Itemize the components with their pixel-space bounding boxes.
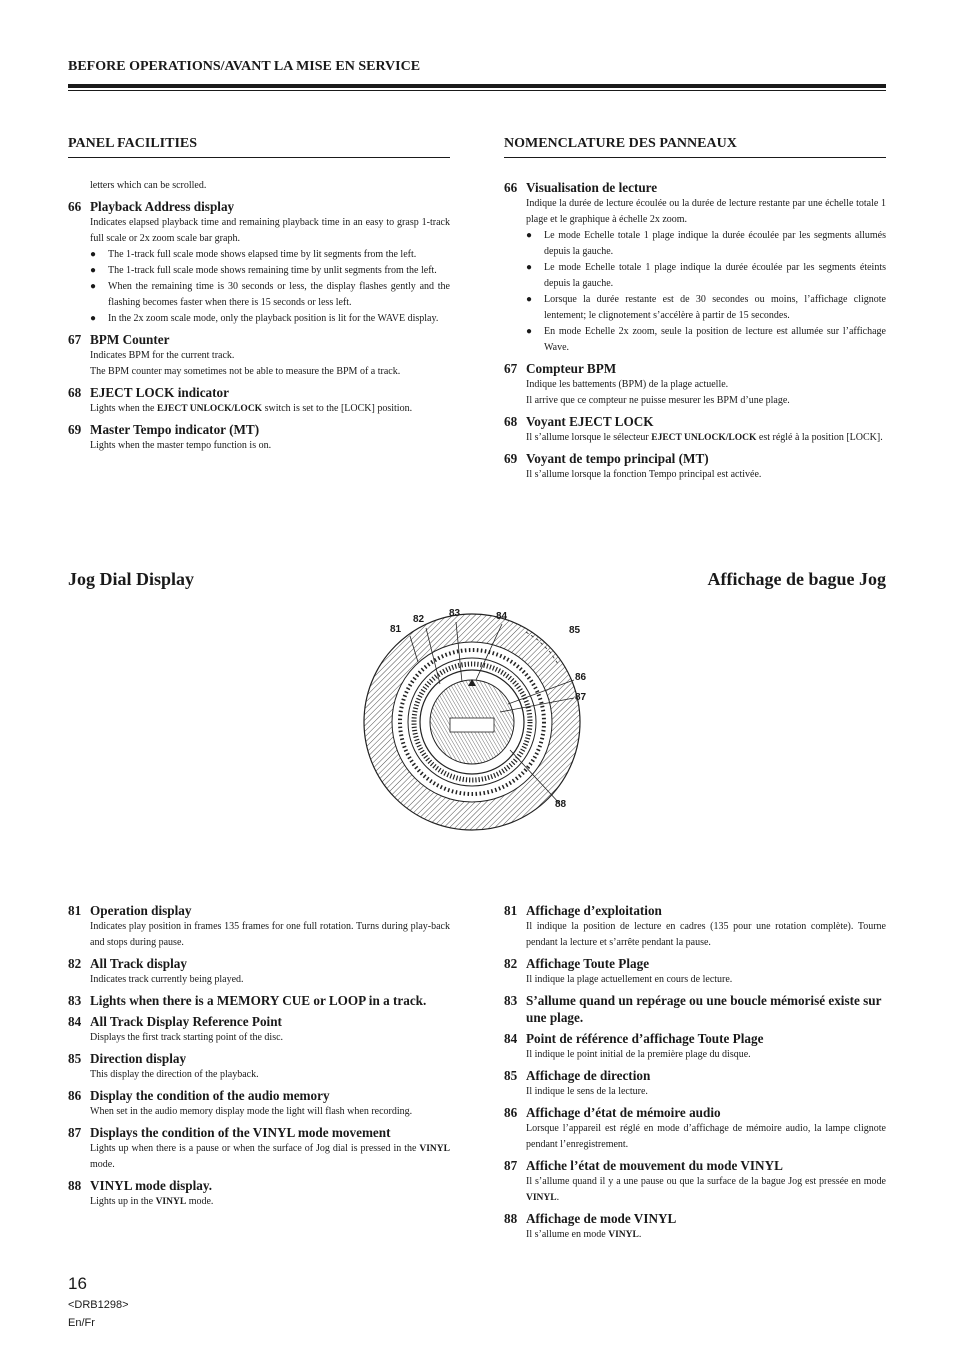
item-67-title: 67 BPM Counter — [68, 332, 170, 347]
item-86-desc: When set in the audio memory display mode the light will flash when recording. — [90, 1106, 413, 1117]
item-82-title: 82 All Track display — [68, 956, 187, 971]
item-69-title: 69 Voyant de tempo principal (MT) — [504, 451, 709, 466]
item-85-title: 85 Affichage de direction — [504, 1068, 651, 1083]
item-84-title: 84 Point de référence d’affichage Toute Plage — [504, 1031, 764, 1046]
item-82-title: 82 Affichage Toute Plage — [504, 956, 650, 971]
item-85-desc: This display the direction of the playback. — [90, 1069, 259, 1080]
item-82-desc: Il indique la plage actuellement en cours de lecture. — [526, 974, 733, 985]
item-81-title: 81 Affichage d’exploitation — [504, 903, 662, 918]
item-83-title: 83 Lights when there is a MEMORY CUE or LOOP in a track. — [68, 993, 427, 1008]
item-87-desc: Lights up when there is a pause or when the surface of Jog dial is pressed in the VINYL mode. — [90, 1143, 450, 1170]
item-66-bullet: ● In the 2x zoom scale mode, only the playback position is lit for the WAVE display. — [68, 311, 450, 327]
section-title: NOMENCLATURE DES PANNEAUX — [504, 136, 886, 158]
item-66-bullet: ● When the remaining time is 30 seconds or less, the display flashes gently and the flashing becomes faster when there is 15 seconds or less left. — [68, 279, 450, 311]
item-67-desc: Indicates BPM for the current track. — [90, 350, 235, 361]
vinyl-badge — [450, 718, 494, 732]
item-69-desc: Il s’allume lorsque la fonction Tempo principal est activée. — [526, 469, 762, 480]
item-66-desc: Indicates elapsed playback time and remaining playback time in an easy to grasp 1-track full scale or 2x zoom scale bar graph. — [90, 217, 450, 244]
callout-label: 81 — [390, 624, 402, 635]
item-66-bullet: ● Le mode Echelle totale 1 plage indique la durée écoulée par les segments éteints depuis la gauche. — [504, 260, 886, 292]
item-67-title: 67 Compteur BPM — [504, 361, 617, 376]
item-86-title: 86 Display the condition of the audio memory — [68, 1088, 330, 1103]
item-66-title: 66 Visualisation de lecture — [504, 180, 658, 195]
intro-text: letters which can be scrolled. — [90, 180, 207, 191]
item-84-title: 84 All Track Display Reference Point — [68, 1014, 282, 1029]
item-68-title: 68 Voyant EJECT LOCK — [504, 414, 654, 429]
callout-label: 87 — [575, 692, 587, 703]
item-68-desc: Lights when the EJECT UNLOCK/LOCK switch is set to the [LOCK] position. — [90, 403, 413, 414]
item-84-desc: Displays the first track starting point of the disc. — [90, 1032, 284, 1043]
document-code: <DRB1298> — [68, 1299, 129, 1311]
page-number: 16 — [68, 1274, 87, 1293]
item-84-desc: Il indique le point initial de la première plage du disque. — [526, 1049, 751, 1060]
section-title: PANEL FACILITIES — [68, 136, 450, 158]
callout-label: 85 — [569, 625, 581, 636]
item-68-title: 68 EJECT LOCK indicator — [68, 385, 229, 400]
callout-label: 86 — [575, 672, 587, 683]
item-85-title: 85 Direction display — [68, 1051, 187, 1066]
callout-label: 82 — [413, 614, 425, 625]
jog-items-fr — [504, 898, 886, 1243]
item-87-title: 87 Displays the condition of the VINYL mode movement — [68, 1125, 391, 1140]
item-87-desc: Il s’allume quand il y a une pause ou que la surface de la bague Jog est pressée en mode VINYL. — [526, 1176, 886, 1203]
item-66-bullet: ● Le mode Echelle totale 1 plage indique la durée écoulée par les segments allumés depuis la gauche. — [504, 228, 886, 260]
item-88-desc: Lights up in the VINYL mode. — [90, 1196, 214, 1207]
item-67-desc: The BPM counter may sometimes not be able to measure the BPM of a track. — [90, 366, 401, 377]
item-86-desc: Lorsque l’appareil est réglé en mode d’affichage de mémoire audio, la lampe clignote pendant l’enregistrement. — [526, 1123, 886, 1150]
item-88-title: 88 Affichage de mode VINYL — [504, 1211, 677, 1226]
item-88-desc: Il s’allume en mode VINYL. — [526, 1229, 642, 1240]
panel-facilities-column — [68, 136, 450, 454]
item-66-desc: Indique la durée de lecture écoulée ou la durée de lecture restante par une échelle totale 1 plage et le graphique à échelle 2x zoom. — [526, 198, 886, 225]
item-83-title: 83 S’allume quand un repérage ou une boucle mémorisé existe sur une plage. — [504, 993, 882, 1025]
item-68-desc: Il s’allume lorsque le sélecteur EJECT UNLOCK/LOCK est réglé à la position [LOCK]. — [526, 432, 883, 443]
item-66-bullet: ● En mode Echelle 2x zoom, seule la position de lecture est allumée sur l’affichage Wave. — [504, 324, 886, 356]
callout-label: 88 — [555, 799, 567, 810]
item-81-desc: Il indique la position de lecture en cadres (135 pour une rotation complète). Tourne pendant la lecture et s’arrête pendant la pause. — [526, 921, 886, 948]
item-86-title: 86 Affichage d’état de mémoire audio — [504, 1105, 721, 1120]
item-81-desc: Indicates play position in frames 135 frames for one full rotation. Turns during play-back and stops during pause. — [90, 921, 450, 948]
item-88-title: 88 VINYL mode display. — [68, 1178, 213, 1193]
item-81-title: 81 Operation display — [68, 903, 192, 918]
item-66-bullet: ● The 1-track full scale mode shows elapsed time by lit segments from the left. — [68, 247, 450, 263]
callout-label: 83 — [449, 608, 461, 619]
item-66-bullet: ● The 1-track full scale mode shows remaining time by unlit segments from the left. — [68, 263, 450, 279]
nomenclature-column — [504, 136, 886, 483]
language-code: En/Fr — [68, 1317, 95, 1329]
header-rule — [68, 84, 886, 88]
item-66-title: 66 Playback Address display — [68, 199, 235, 214]
item-66-bullet: ● Lorsque la durée restante est de 30 secondes ou moins, l’affichage clignote lentement; le clignotement s’accélère à partir de 15 secondes. — [504, 292, 886, 324]
item-69-desc: Lights when the master tempo function is on. — [90, 440, 272, 451]
jog-title-fr: Affichage de bague Jog — [707, 569, 886, 589]
item-85-desc: Il indique le sens de la lecture. — [526, 1086, 648, 1097]
jog-title-en: Jog Dial Display — [68, 569, 195, 589]
jog-items-en — [68, 898, 450, 1210]
page-header: BEFORE OPERATIONS/AVANT LA MISE EN SERVICE — [68, 59, 421, 74]
header-rule-thin — [68, 90, 886, 91]
item-67-desc: Indique les battements (BPM) de la plage actuelle. — [526, 379, 729, 390]
item-87-title: 87 Affiche l’état de mouvement du mode VINYL — [504, 1158, 783, 1173]
item-67-desc: Il arrive que ce compteur ne puisse mesurer les BPM d’une plage. — [526, 395, 790, 406]
item-82-desc: Indicates track currently being played. — [90, 974, 244, 985]
callout-label: 84 — [496, 611, 508, 622]
item-69-title: 69 Master Tempo indicator (MT) — [68, 422, 260, 437]
